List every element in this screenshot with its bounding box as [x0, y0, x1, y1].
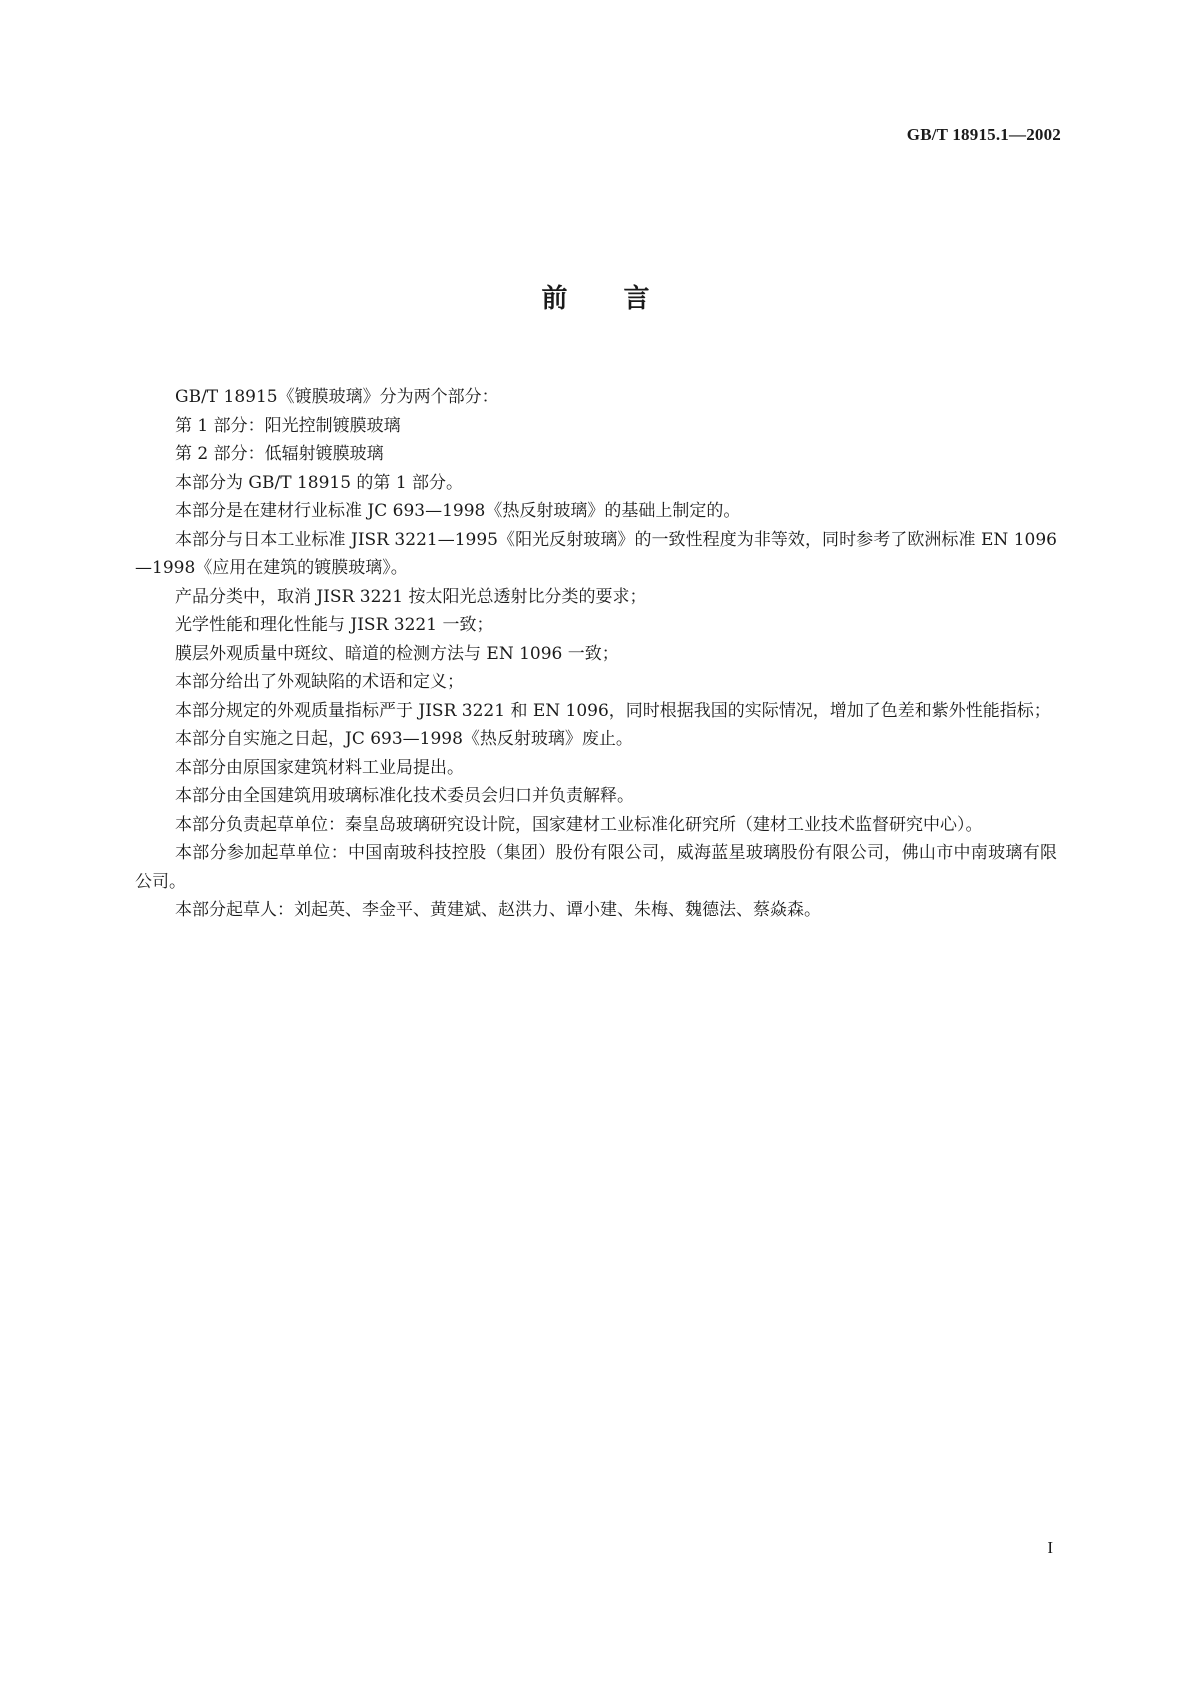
paragraph: 本部分起草人：刘起英、李金平、黄建斌、赵洪力、谭小建、朱梅、魏德法、蔡焱森。 — [175, 900, 821, 920]
paragraph: 本部分由原国家建筑材料工业局提出。 — [175, 757, 464, 778]
paragraph: 第 2 部分：低辐射镀膜玻璃 — [175, 444, 384, 464]
paragraph: 本部分自实施之日起，JC 693—1998《热反射玻璃》废止。 — [175, 729, 633, 749]
paragraph: 本部分为 GB/T 18915 的第 1 部分。 — [175, 472, 464, 493]
paragraph: 本部分是在建材行业标准 JC 693—1998《热反射玻璃》的基础上制定的。 — [175, 501, 741, 521]
paragraph: 光学性能和理化性能与 JISR 3221 一致； — [175, 615, 494, 635]
standard-code: GB/T 18915.1—2002 — [906, 125, 1061, 144]
paragraph: 膜层外观质量中斑纹、暗道的检测方法与 EN 1096 一致； — [175, 643, 619, 664]
paragraph: 本部分给出了外观缺陷的术语和定义； — [175, 672, 464, 692]
page-number: I — [1047, 1538, 1053, 1557]
paragraph: 本部分规定的外观质量指标严于 JISR 3221 和 EN 1096，同时根据我国的实际情况，增加了色差和紫外性能指标； — [175, 700, 1051, 721]
foreword-body — [135, 383, 1057, 925]
paragraph: 本部分负责起草单位：秦皇岛玻璃研究设计院，国家建材工业标准化研究所（建材工业技术监督研究中心）。 — [175, 814, 983, 835]
paragraph: 本部分由全国建筑用玻璃标准化技术委员会归口并负责解释。 — [175, 786, 634, 806]
page-title: 前言 — [541, 284, 706, 314]
paragraph: 本部分参加起草单位：中国南玻科技控股（集团）股份有限公司，威海蓝星玻璃股份有限公司，佛山市中南玻璃有限公司。 — [135, 843, 1057, 892]
paragraph: 产品分类中，取消 JISR 3221 按太阳光总透射比分类的要求； — [175, 586, 647, 607]
paragraph: GB/T 18915《镀膜玻璃》分为两个部分： — [175, 387, 499, 407]
paragraph: 第 1 部分：阳光控制镀膜玻璃 — [175, 415, 401, 436]
paragraph: 本部分与日本工业标准 JISR 3221—1995《阳光反射玻璃》的一致性程度为非等效，同时参考了欧洲标准 EN 1096—1998《应用在建筑的镀膜玻璃》。 — [135, 529, 1057, 578]
